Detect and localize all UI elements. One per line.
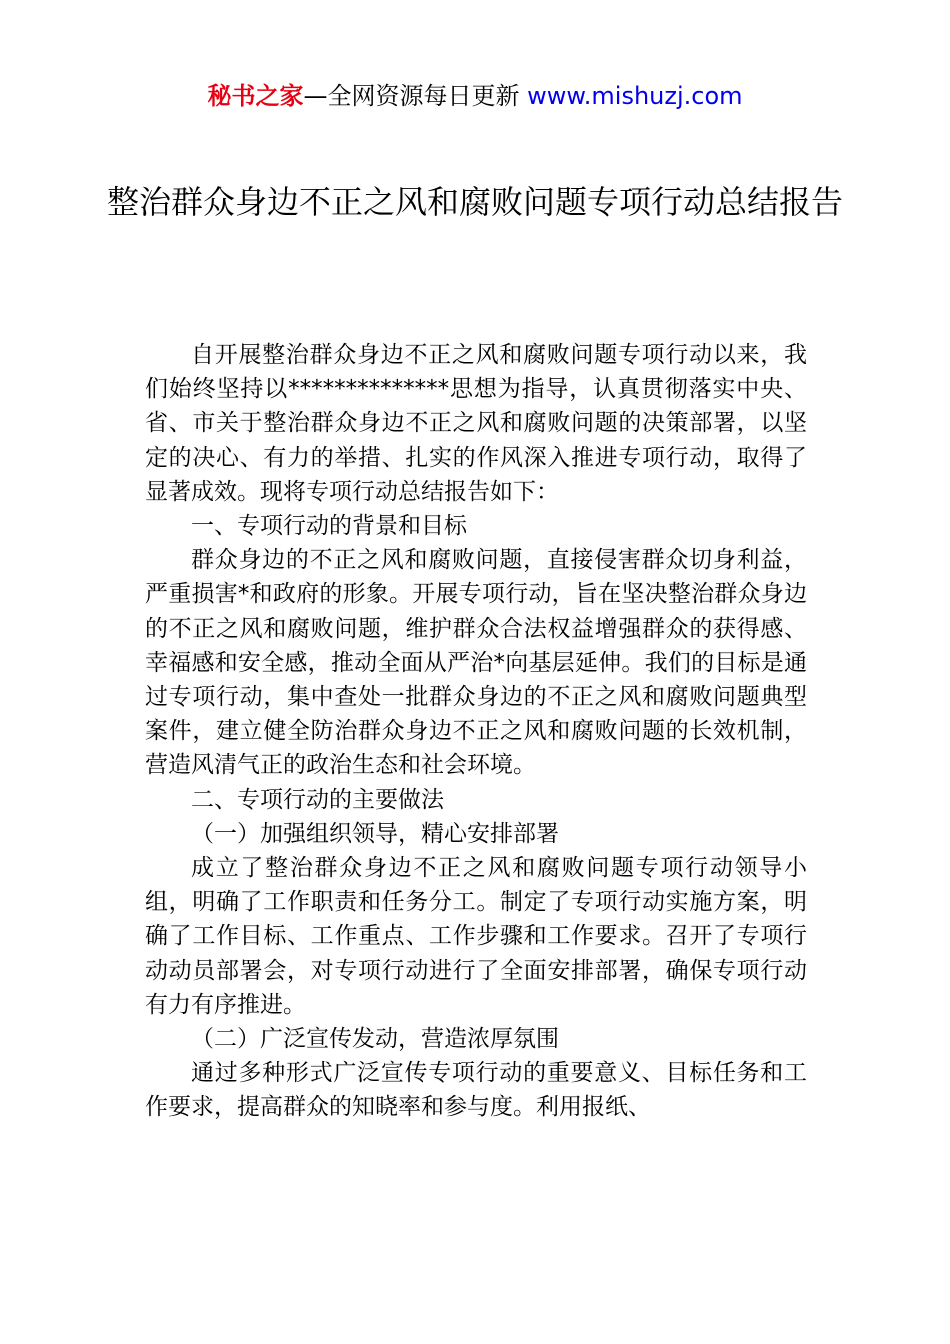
body-paragraph: 通过多种形式广泛宣传专项行动的重要意义、目标任务和工作要求，提高群众的知晓率和参与度。利用报纸、 [145,1060,807,1121]
subsection-heading-1: （一）加强组织领导，精心安排部署 [191,820,559,847]
document-body [145,338,807,1125]
site-url-link[interactable]: www.mishuzj.com [527,82,743,110]
document-title: 整治群众身边不正之风和腐败问题专项行动总结报告 [106,183,843,221]
intro-paragraph: 自开展整治群众身边不正之风和腐败问题专项行动以来，我们始终坚持以**************思想为指导，认真贯彻落实中央、省、市关于整治群众身边不正之风和腐败问题的决策部署，以坚定的决心、有力的举措、扎实的作风深入推进专项行动，取得了显著成效。现将专项行动总结报告如下： [145,342,807,505]
section-heading-1: 一、专项行动的背景和目标 [191,513,467,540]
body-paragraph: 成立了整治群众身边不正之风和腐败问题专项行动领导小组，明确了工作职责和任务分工。制定了专项行动实施方案，明确了工作目标、工作重点、工作步骤和工作要求。召开了专项行动动员部署会，对专项行动进行了全面安排部署，确保专项行动有力有序推进。 [145,855,807,1018]
header-tagline: —全网资源每日更新 [303,82,520,110]
body-paragraph: 群众身边的不正之风和腐败问题，直接侵害群众切身利益，严重损害*和政府的形象。开展专项行动，旨在坚决整治群众身边的不正之风和腐败问题，维护群众合法权益增强群众的获得感、幸福感和安全感，推动全面从严治*向基层延伸。我们的目标是通过专项行动，集中查处一批群众身边的不正之风和腐败问题典型案件，建立健全防治群众身边不正之风和腐败问题的长效机制，营造风清气正的政治生态和社会环境。 [145,547,807,779]
site-header [0,80,950,112]
section-heading-2: 二、专项行动的主要做法 [191,786,444,813]
brand-name: 秘书之家 [207,82,304,110]
subsection-heading-2: （二）广泛宣传发动，营造浓厚氛围 [191,1026,559,1053]
